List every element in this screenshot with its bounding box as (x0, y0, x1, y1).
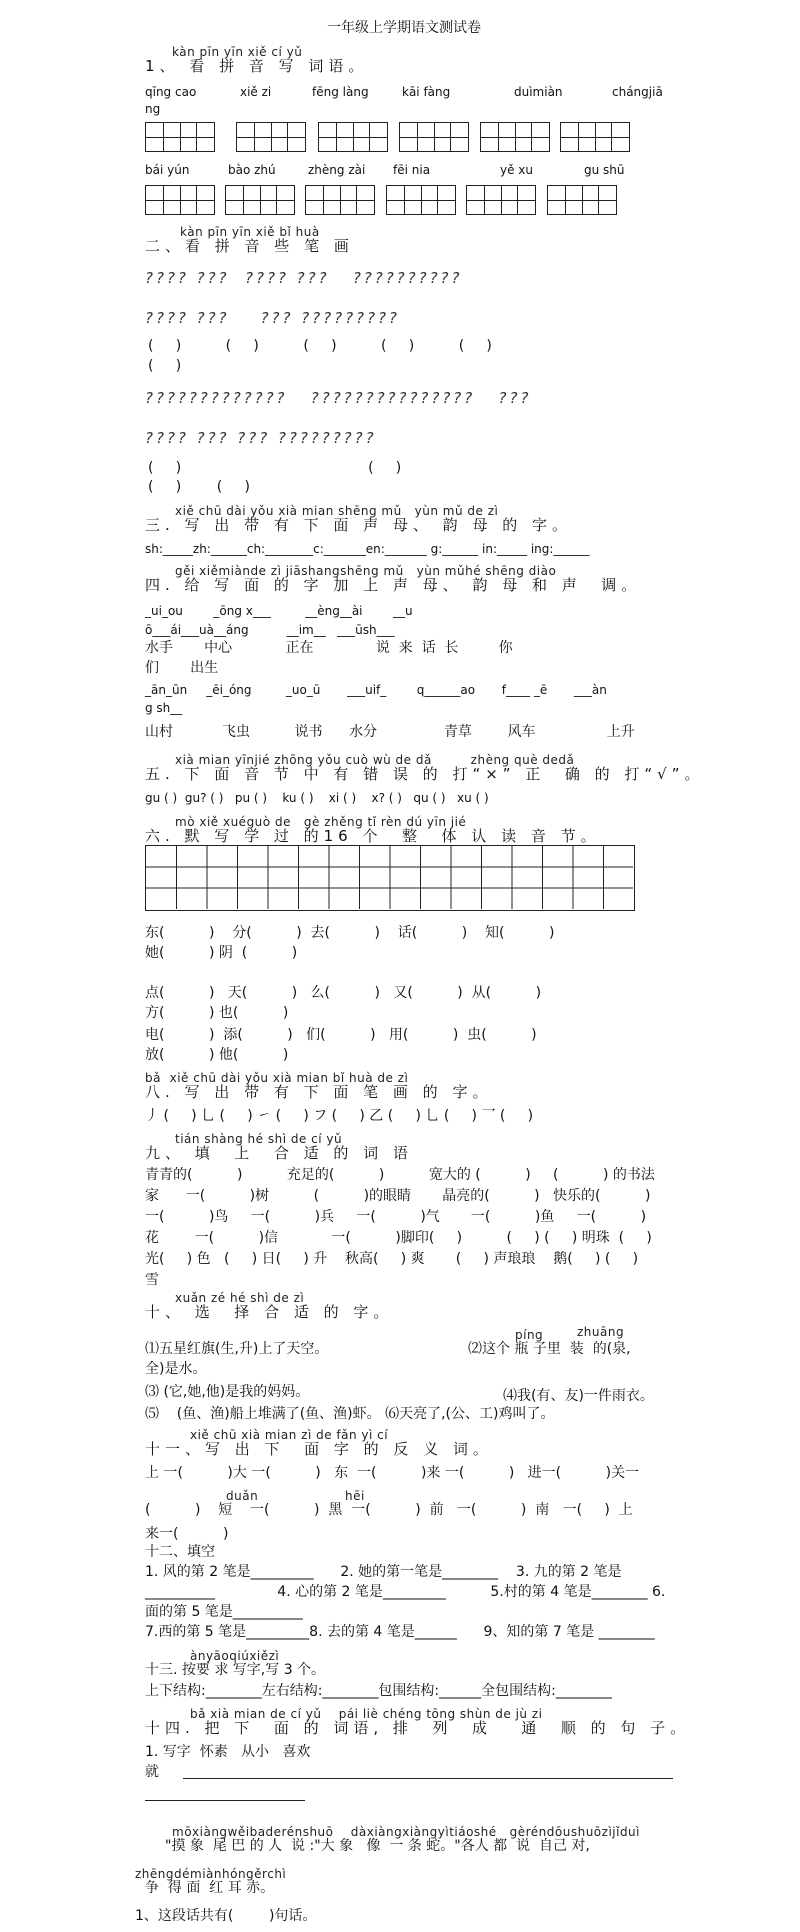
s4-line-5: _ān_ūn _ēi_óng _uo_ū ___uif_ q______ao f____ _ē ___àn (145, 683, 607, 697)
s14-pinyin: bǎ xià mian de cí yǔ pái liè chéng tōng shùn de jù zi (190, 1707, 543, 1721)
s2-placeholder-2: ???? ??? ??? ????????? (145, 309, 400, 327)
page-title: 一年级上学期语文测试卷 (327, 20, 481, 36)
s9-line-3: 一( )鸟 一( )兵 一( )气 一( )鱼 一( ) (145, 1209, 647, 1225)
s6-heading: 六. 默 写 学 过 的16 个 整 体 认 读 音 节。 (145, 827, 601, 845)
s8-pinyin: bǎ xiě chū dài yǒu xià mian bǐ huà de zì (145, 1071, 409, 1085)
s1-word-4: kāi fàng (402, 85, 451, 99)
s10-line-2: 全)是水。 (145, 1361, 207, 1377)
writing-grid[interactable] (318, 122, 388, 152)
writing-grid[interactable] (466, 185, 536, 215)
s1-word-10: fēi nia (393, 163, 431, 177)
s7-line-3: 点( ) 天( ) 么( ) 又( ) 从( ) (145, 985, 542, 1001)
s2-placeholder-1: ???? ??? ???? ??? ?????????? (145, 269, 463, 287)
s7-line-4: 方( ) 也( ) (145, 1005, 289, 1021)
s1-heading: 1、 看 拼 音 写 词语。 (145, 57, 369, 75)
s14-line-1: 1. 写字 怀素 从小 喜欢 (145, 1744, 311, 1760)
s2-brackets-1: ( ) ( ) ( ) ( ) ( ) (148, 338, 492, 354)
s1-word-11: yě xu (500, 163, 534, 177)
s9-heading: 九、 填 上 合 适 的 词 语 (145, 1144, 413, 1162)
s9-pinyin: tián shàng hé shì de cí yǔ (175, 1132, 343, 1146)
s7-line-2: 她( ) 阴 ( ) (145, 945, 298, 961)
s12-line-3: 面的第 5 笔是__________ (145, 1604, 303, 1620)
s1-word-6: chángjiā (612, 85, 663, 99)
s9-line-4: 花 一( )信 一( )脚印( ) ( ) ( ) 明珠 ( ) (145, 1230, 652, 1246)
table-grid-lines (146, 846, 633, 909)
s13-line: 上下结构:________左右结构:________包围结构:______全包围结构:________ (145, 1683, 612, 1699)
s11-pinyin: xiě chū xià mian zì de fǎn yì cí (190, 1428, 389, 1442)
s15-pinyin-2: zhēngdémiànhóngěrchì (135, 1867, 287, 1881)
s5-heading: 五. 下 面 音 节 中 有 错 误 的 打“×” 正 确 的 打“√”。 (145, 765, 705, 783)
s3-line: sh:_____zh:______ch:________c:_______en:_______ g:______ in:_____ ing:______ (145, 542, 590, 556)
s7-line-5: 电( ) 添( ) 们( ) 用( ) 虫( ) (145, 1027, 537, 1043)
s2-brackets-3: ( ) ( ) (148, 460, 402, 476)
s13-heading: 十三. 按要 求 写字,写 3 个。 (145, 1662, 326, 1678)
s4-line-3: 水手 中心 正在 说 来 话 长 你 (145, 640, 513, 656)
s3-pinyin: xiě chū dài yǒu xià mian shēng mǔ yùn mǔ de zì (175, 504, 499, 518)
s12-line-4: 7.西的第 5 笔是_________8. 去的第 4 笔是______ 9、知的第 7 笔是 ________ (145, 1624, 655, 1640)
s1-word-8: bào zhú (228, 163, 276, 177)
s14-line-2: 就 (145, 1764, 159, 1780)
s10-line-1a: ⑴五星红旗(生,升)上了天空。 (145, 1341, 329, 1357)
writing-grid[interactable] (386, 185, 456, 215)
s10-line-4: ⑸ (鱼、渔)船上堆满了(鱼、渔)虾。 ⑹天亮了,(公、工)鸡叫了。 (145, 1406, 555, 1422)
s4-line-2: ō___ái___uà__áng __im__ ___ūsh___ (145, 623, 395, 637)
writing-grid[interactable] (145, 185, 215, 215)
s1-word-wrap: ng (145, 102, 161, 116)
s12-line-2: __________ 4. 心的第 2 笔是_________ 5.村的第 4 笔是________ 6. (145, 1584, 666, 1600)
s15-question-1: 1、这段话共有( )句话。 (135, 1908, 317, 1924)
s10-pinyin-ping: píng (515, 1328, 544, 1342)
s5-pinyin: xià mian yīnjié zhōng yǒu cuò wù de dǎ zhèng què dedǎ (175, 753, 575, 767)
s10-line-1b: ⑵这个 瓶 子里 装 的(泉, (468, 1341, 631, 1357)
s4-line-7: 山村 飞虫 说书 水分 青草 风车 上升 (145, 724, 635, 740)
s2-placeholder-4: ???? ??? ??? ????????? (145, 429, 377, 447)
writing-grid[interactable] (305, 185, 375, 215)
s9-line-5: 光( ) 色 ( ) 日( ) 升 秋高( ) 爽 ( ) 声琅琅 鹅( ) ( ) (145, 1251, 639, 1267)
s10-pinyin: xuǎn zé hé shì de zì (175, 1291, 305, 1305)
s1-word-1: qīng cao (145, 85, 197, 99)
s6-pinyin: mò xiě xuéguò de gè zhěng tǐ rèn dú yīn jié (175, 815, 467, 829)
answer-line[interactable] (145, 1800, 305, 1801)
answer-line[interactable] (183, 1778, 673, 1779)
s13-pinyin: ànyāoqiúxiězì (190, 1649, 280, 1663)
s7-line-6: 放( ) 他( ) (145, 1047, 289, 1063)
writing-grid[interactable] (236, 122, 306, 152)
s5-line: gu ( ) gu? ( ) pu ( ) ku ( ) xi ( ) x? ( ) qu ( ) xu ( ) (145, 791, 489, 805)
s11-line-1: 上 一( )大 一( ) 东 一( )来 一( ) 进一( )关一 (145, 1465, 640, 1481)
s10-line-3b: ⑷我(有、友)一件雨衣。 (503, 1388, 654, 1404)
s4-line-4: 们 出生 (145, 660, 219, 676)
writing-grid[interactable] (399, 122, 469, 152)
s2-brackets-2: ( ) (148, 358, 182, 374)
s4-pinyin: gěi xiěmiànde zì jiāshangshēng mǔ yùn mǔhé shēng diào (175, 564, 557, 578)
s1-word-7: bái yún (145, 163, 190, 177)
s7-line-1: 东( ) 分( ) 去( ) 话( ) 知( ) (145, 925, 555, 941)
s3-heading: 三. 写 出 带 有 下 面 声 母、 韵 母 的 字。 (145, 516, 572, 534)
s1-pinyin: kàn pīn yīn xiě cí yǔ (172, 45, 303, 59)
s11-pinyin-duan: duǎn (226, 1489, 259, 1503)
s15-pinyin-1: mōxiàngwěibaderénshuō dàxiàngxiàngyìtiáoshé gèréndōushuōzìjǐduì (172, 1825, 640, 1839)
s1-word-5: duìmiàn (514, 85, 563, 99)
s4-line-6: g sh__ (145, 701, 183, 715)
s15-line-2: 争 得 面 红 耳 赤。 (145, 1880, 275, 1896)
writing-grid[interactable] (560, 122, 630, 152)
s10-heading: 十、 选 择 合 适 的 字。 (145, 1303, 394, 1321)
writing-grid[interactable] (547, 185, 617, 215)
syllable-writing-table[interactable] (145, 845, 635, 911)
s12-line-1: 1. 风的第 2 笔是_________ 2. 她的第一笔是________ 3. 九的第 2 笔是 (145, 1564, 622, 1580)
s11-pinyin-hei: hēi (345, 1489, 365, 1503)
s2-placeholder-3: ????????????? ??????????????? ??? (145, 389, 532, 407)
s2-pinyin: kàn pīn yīn xiě bǐ huà (180, 225, 320, 239)
writing-grid[interactable] (225, 185, 295, 215)
s9-line-1: 青青的( ) 充足的( ) 宽大的 ( ) ( ) 的书法 (145, 1167, 655, 1183)
s11-line-3: 来一( ) (145, 1526, 229, 1542)
s1-word-9: zhèng zài (308, 163, 366, 177)
s1-word-12: gu shū (584, 163, 625, 177)
s11-heading: 十一、写 出 下 面 字 的 反 义 词。 (145, 1440, 493, 1458)
s1-word-3: fēng làng (312, 85, 369, 99)
writing-grid[interactable] (480, 122, 550, 152)
s11-line-2: ( ) 短 一( ) 黑 一( ) 前 一( ) 南 一( ) 上 (145, 1502, 633, 1518)
s14-heading: 十四. 把 下 面 的 词语, 排 列 成 通 顺 的 句 子。 (145, 1719, 691, 1737)
s4-line-1: _ui_ou _ōng x___ __èng__ài __u (145, 604, 413, 618)
s15-line-1: "摸 象 尾 巴 的 人 说 :"大 象 像 一 条 蛇。"各人 都 说 自己 对, (165, 1838, 590, 1854)
s9-line-2: 家 一( )树 ( )的眼睛 晶亮的( ) 快乐的( ) (145, 1188, 651, 1204)
s12-heading: 十二、填空 (145, 1544, 215, 1560)
s8-heading: 八. 写 出 带 有 下 面 笔 画 的 字。 (145, 1083, 493, 1101)
s10-line-3a: ⑶ (它,她,他)是我的妈妈。 (145, 1384, 310, 1400)
s2-heading: 二、看 拼 音 些 笔 画 (145, 237, 354, 255)
s2-brackets-4: ( ) ( ) (148, 479, 250, 495)
s10-pinyin-zhuang: zhuāng (577, 1325, 625, 1339)
s8-line: 丿 ( ) 乚 ( ) ㇀ ( ) フ ( ) 乙 ( ) 乚 ( ) 乛 ( ) (145, 1108, 534, 1124)
s9-line-6: 雪 (145, 1272, 159, 1288)
writing-grid[interactable] (145, 122, 215, 152)
s4-heading: 四. 给 写 面 的 字 加 上 声 母、 韵 母 和 声 调。 (145, 576, 642, 594)
s1-word-2: xiě zi (240, 85, 272, 99)
